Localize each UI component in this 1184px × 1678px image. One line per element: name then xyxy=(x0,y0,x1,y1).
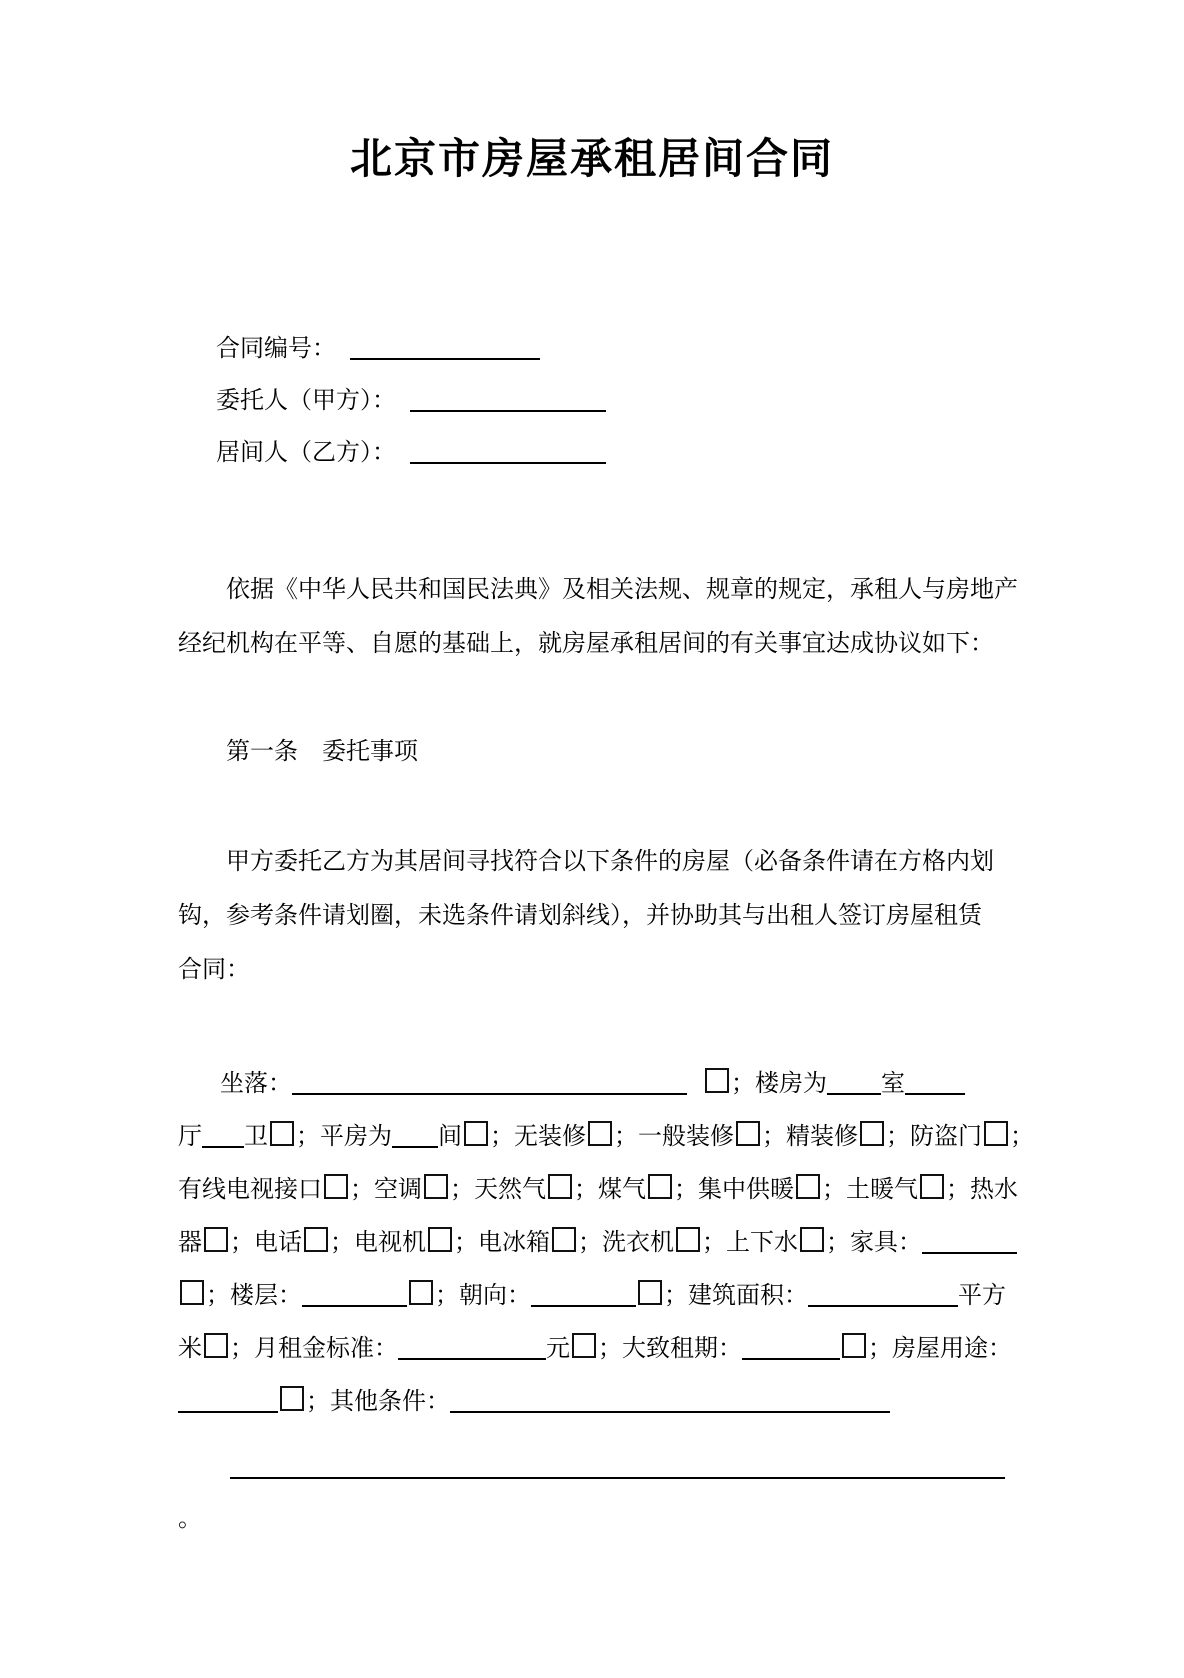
text-run: ； xyxy=(1010,1124,1034,1150)
checkbox-icon xyxy=(464,1121,488,1146)
paragraph-line: 甲方委托乙方为其居间寻找符合以下条件的房屋（必备条件请在方格内划 xyxy=(226,849,994,875)
text-run: 厅 xyxy=(178,1124,202,1150)
paragraph-line: 合同： xyxy=(178,957,250,983)
text-run: ；空调 xyxy=(350,1177,422,1203)
conditions-block xyxy=(178,1058,1038,1429)
text-run: ；电视机 xyxy=(330,1230,426,1256)
text-run: ；其他条件： xyxy=(306,1389,450,1415)
checkbox-icon xyxy=(800,1227,824,1252)
text-run: ；电冰箱 xyxy=(454,1230,550,1256)
paragraph-line: 依据《中华人民共和国民法典》及相关法规、规章的规定，承租人与房地产 xyxy=(226,577,1018,603)
text-run: ；电话 xyxy=(230,1230,302,1256)
document-title: 北京市房屋承租居间合同 xyxy=(349,135,834,182)
text-run: 有线电视接口 xyxy=(178,1177,322,1203)
text-run: 米 xyxy=(178,1336,202,1362)
blank-line xyxy=(410,462,606,464)
blank-line xyxy=(905,1093,965,1095)
conditions-line xyxy=(178,1270,1038,1323)
text-run: ；热水 xyxy=(946,1177,1018,1203)
conditions-line xyxy=(178,1217,1038,1270)
text-run: ；精装修 xyxy=(762,1124,858,1150)
checkbox-icon xyxy=(280,1386,304,1411)
text-run: 平方 xyxy=(958,1283,1006,1309)
checkbox-icon xyxy=(842,1333,866,1358)
checkbox-icon xyxy=(424,1174,448,1199)
text-run: ；楼层： xyxy=(206,1283,302,1309)
text-run: 元 xyxy=(546,1336,570,1362)
blank-line xyxy=(808,1305,958,1307)
text-run: ；无装修 xyxy=(490,1124,586,1150)
blank-line xyxy=(178,1411,278,1413)
checkbox-icon xyxy=(638,1280,662,1305)
blank-line xyxy=(350,358,540,360)
checkbox-icon xyxy=(324,1174,348,1199)
field-label: 合同编号： xyxy=(216,336,336,362)
text-run: ；月租金标准： xyxy=(230,1336,398,1362)
field-label: 委托人（甲方）： xyxy=(216,388,396,414)
checkbox-icon xyxy=(572,1333,596,1358)
text-run: 卫 xyxy=(244,1124,268,1150)
text-run: ；建筑面积： xyxy=(664,1283,808,1309)
blank-line xyxy=(410,410,606,412)
tail-blank-line xyxy=(230,1442,1005,1495)
text-run: ；土暖气 xyxy=(822,1177,918,1203)
text-run: ；天然气 xyxy=(450,1177,546,1203)
header-fields xyxy=(216,323,606,479)
paragraph-line: 经纪机构在平等、自愿的基础上，就房屋承租居间的有关事宜达成协议如下： xyxy=(178,631,994,657)
checkbox-icon xyxy=(548,1174,572,1199)
checkbox-icon xyxy=(705,1068,729,1093)
blank-line xyxy=(392,1146,438,1148)
text-run: ；煤气 xyxy=(574,1177,646,1203)
text-run: ；房屋用途： xyxy=(868,1336,1012,1362)
conditions-line xyxy=(178,1376,1038,1429)
conditions-line xyxy=(178,1323,1038,1376)
checkbox-icon xyxy=(304,1227,328,1252)
header-field-row xyxy=(216,323,606,375)
checkbox-icon xyxy=(270,1121,294,1146)
checkbox-icon xyxy=(860,1121,884,1146)
checkbox-icon xyxy=(984,1121,1008,1146)
checkbox-icon xyxy=(204,1227,228,1252)
text-run: 间 xyxy=(438,1124,462,1150)
text-run: 器 xyxy=(178,1230,202,1256)
text-run: ；楼房为 xyxy=(731,1071,827,1097)
blank-line xyxy=(230,1477,1005,1479)
checkbox-icon xyxy=(920,1174,944,1199)
text-run: ；上下水 xyxy=(702,1230,798,1256)
blank-line xyxy=(531,1305,636,1307)
text-run: ；洗衣机 xyxy=(578,1230,674,1256)
conditions-line xyxy=(178,1111,1038,1164)
header-field-row xyxy=(216,427,606,479)
paragraph-line: 钩，参考条件请划圈，未选条件请划斜线），并协助其与出租人签订房屋租赁 xyxy=(178,903,982,929)
blank-line xyxy=(398,1358,546,1360)
closing-mark: 。 xyxy=(178,1506,202,1532)
checkbox-icon xyxy=(204,1333,228,1358)
checkbox-icon xyxy=(552,1227,576,1252)
text-run: ；家具： xyxy=(826,1230,922,1256)
text-run: ；平房为 xyxy=(296,1124,392,1150)
blank-line xyxy=(292,1093,687,1095)
blank-line xyxy=(302,1305,407,1307)
entrust-paragraph xyxy=(178,835,1038,997)
text-run: ；集中供暖 xyxy=(674,1177,794,1203)
conditions-line xyxy=(178,1164,1038,1217)
checkbox-icon xyxy=(428,1227,452,1252)
checkbox-icon xyxy=(409,1280,433,1305)
text-run: 坐落： xyxy=(220,1071,292,1097)
blank-line xyxy=(450,1411,890,1413)
checkbox-icon xyxy=(588,1121,612,1146)
blank-line xyxy=(742,1358,840,1360)
text-run: ；大致租期： xyxy=(598,1336,742,1362)
checkbox-icon xyxy=(736,1121,760,1146)
intro-paragraph xyxy=(178,563,1038,671)
blank-line xyxy=(202,1146,244,1148)
checkbox-icon xyxy=(180,1280,204,1305)
checkbox-icon xyxy=(648,1174,672,1199)
header-field-row xyxy=(216,375,606,427)
text-run: ；朝向： xyxy=(435,1283,531,1309)
field-label: 居间人（乙方）： xyxy=(216,440,396,466)
text-run: ；防盗门 xyxy=(886,1124,982,1150)
blank-line xyxy=(827,1093,881,1095)
text-run: 室 xyxy=(881,1071,905,1097)
checkbox-icon xyxy=(676,1227,700,1252)
article-heading: 第一条 委托事项 xyxy=(226,739,418,765)
text-run: ；一般装修 xyxy=(614,1124,734,1150)
checkbox-icon xyxy=(796,1174,820,1199)
blank-line xyxy=(922,1252,1017,1254)
conditions-line xyxy=(178,1058,1038,1111)
